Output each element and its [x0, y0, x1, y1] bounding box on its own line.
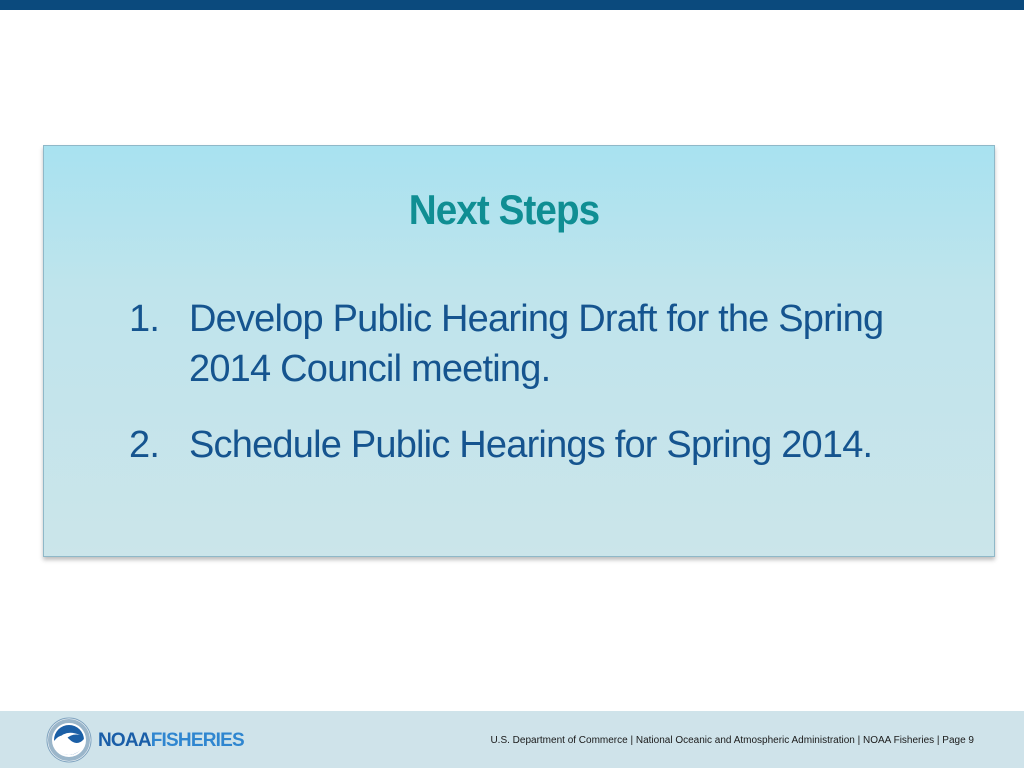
step-text: Schedule Public Hearings for Spring 2014. — [189, 424, 873, 466]
step-text: Develop Public Hearing Draft for the Spring 2014 Council meeting. — [189, 298, 884, 390]
steps-list — [129, 294, 909, 496]
footer-info-text: U.S. Department of Commerce | National Oceanic and Atmospheric Administration | NOAA Fisheries | Page 9 — [490, 735, 974, 746]
list-item — [129, 294, 909, 394]
brand-noaa: NOAA — [98, 730, 151, 751]
top-accent-bar — [0, 0, 1024, 10]
step-number: 1. — [129, 298, 160, 340]
noaa-logo-icon — [46, 717, 92, 763]
brand-fisheries: FISHERIES — [150, 730, 244, 751]
list-item — [129, 420, 909, 470]
slide-title: Next Steps — [408, 186, 600, 233]
step-number: 2. — [129, 424, 160, 466]
slide-footer — [0, 711, 1024, 768]
noaa-fisheries-brand — [98, 730, 244, 752]
content-panel — [43, 145, 995, 557]
